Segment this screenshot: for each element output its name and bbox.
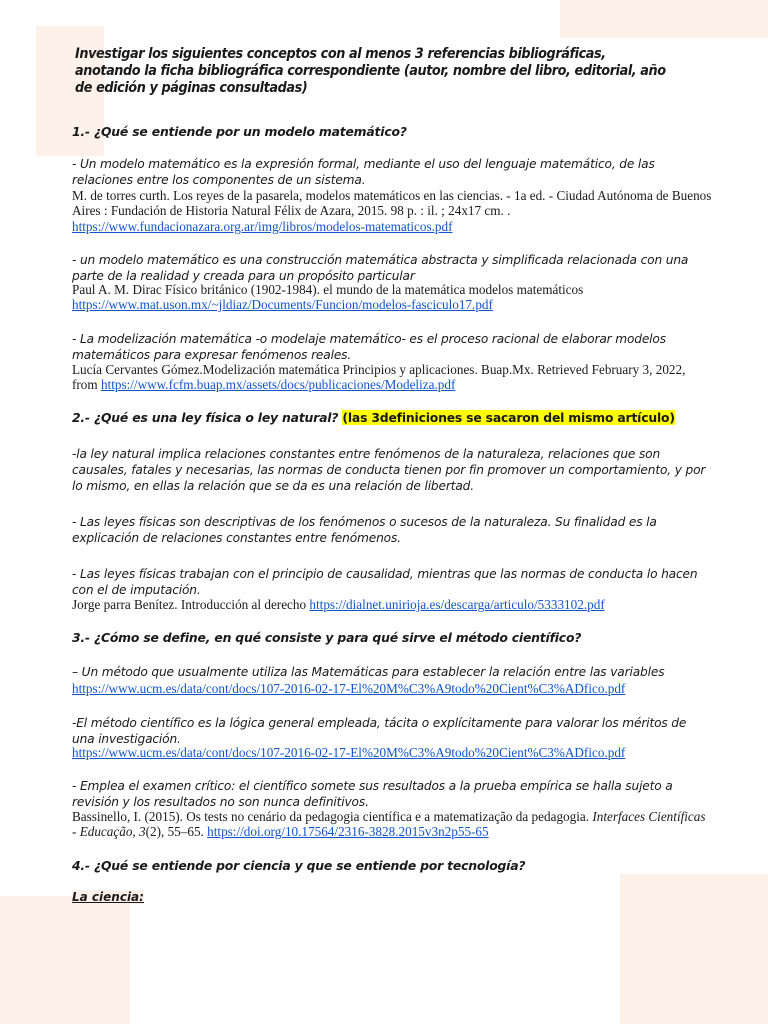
q1-reference-1-link-row [72,219,712,234]
q3-reference-3-text: Bassinello, I. (2015). Os tests no cenário da pedagogia científica e a matematização da pedagogia. [72,809,590,824]
question-1-heading: 1.- ¿Qué se entiende por un modelo matemático? [72,124,407,139]
q3-reference-3 [72,809,712,839]
q3-reference-3-pages: (2), 55–65. [145,824,204,839]
q2-reference-link[interactable]: https://dialnet.unirioja.es/descarga/articulo/5333102.pdf [309,597,605,612]
q3-reference-2-link[interactable]: https://www.ucm.es/data/cont/docs/107-2016-02-17-El%20M%C3%A9todo%20Cient%C3%ADfico.pdf [72,745,626,760]
q1-reference-2: Paul A. M. Dirac Físico británico (1902-1984). el mundo de la matemática modelos matemáticos [72,282,584,297]
q3-definition-1: – Un método que usualmente utiliza las Matemáticas para establecer la relación entre las variables [72,665,665,679]
question-2-highlight-note: (las 3definiciones se sacaron del mismo artículo) [342,410,675,425]
q2-definition-2: - Las leyes físicas son descriptivas de los fenómenos o sucesos de la naturaleza. Su finalidad es la explicación de relaciones constantes entre fenómenos. [72,515,657,545]
q1-reference-2-link-row [72,297,712,312]
q2-definition-1: -la ley natural implica relaciones constantes entre fenómenos de la naturaleza, relaciones que son causales, fatales y necesarias, las normas de conducta tienen por fin promover un comportamiento, y por lo mismo, en ellas la relación que se da es una relación de libertad. [72,447,706,493]
question-3-heading: 3.- ¿Cómo se define, en qué consiste y para qué sirve el método científico? [72,630,582,645]
q3-reference-3-journal: Interfaces Científicas - Educação, 3 [72,809,706,839]
q4-subheading-ciencia: La ciencia: [72,890,144,904]
q3-definition-2: -El método científico es la lógica general empleada, tácita o explícitamente para valorar los méritos de una investigación. [72,716,687,746]
q1-definition-2: - un modelo matemático es una construcción matemática abstracta y simplificada relacionada con una parte de la realidad y creada para un propósito particular [72,253,689,283]
q1-reference-3-text: Lucía Cervantes Gómez.Modelización matemática Principios y aplicaciones. Buap.Mx. Retrieved February 3, 2022, from [72,362,686,392]
q2-reference [72,597,712,612]
q2-definition-3: - Las leyes físicas trabajan con el principio de causalidad, mientras que las normas de conducta lo hacen con el de imputación. [72,567,698,597]
q1-definition-1: - Un modelo matemático es la expresión formal, mediante el uso del lenguaje matemático, de las relaciones entre los componentes de un sistema. [72,157,655,187]
question-2-heading-text: 2.- ¿Qué es una ley física o ley natural? [72,410,339,425]
q3-definition-3: - Emplea el examen crítico: el científico somete sus resultados a la prueba empírica se halla sujeto a revisión y los resultados no son nunca definitivos. [72,779,673,809]
q1-reference-1: M. de torres curth. Los reyes de la pasarela, modelos matemáticos en las ciencias. - 1a ed. - Ciudad Autónoma de Buenos Aires : Fundación de Historia Natural Félix de Azara, 2015. 98 p. : il. ; 24x17 cm. . [72,188,712,218]
question-4-heading: 4.- ¿Qué se entiende por ciencia y que se entiende por tecnología? [72,858,526,873]
document-title: Investigar los siguientes conceptos con al menos 3 referencias bibliográficas, anotando la ficha bibliográfica correspondiente (autor, nombre del libro, editorial, año de edición y páginas consultadas) [75,46,666,96]
q3-reference-3-link[interactable]: https://doi.org/10.17564/2316-3828.2015v3n2p55-65 [207,824,489,839]
question-2-heading [72,410,675,425]
q3-reference-1-link-row [72,681,712,696]
q3-reference-1-link[interactable]: https://www.ucm.es/data/cont/docs/107-2016-02-17-El%20M%C3%A9todo%20Cient%C3%ADfico.pdf [72,681,626,696]
q1-reference-2-link[interactable]: https://www.mat.uson.mx/~jldiaz/Documents/Funcion/modelos-fasciculo17.pdf [72,297,493,312]
q2-reference-text: Jorge parra Benítez. Introducción al derecho [72,597,307,612]
q1-definition-3: - La modelización matemática -o modelaje matemático- es el proceso racional de elaborar modelos matemáticos para expresar fenómenos reales. [72,332,666,362]
q1-reference-3 [72,362,712,392]
q3-reference-2-link-row [72,745,712,760]
q1-reference-3-link[interactable]: https://www.fcfm.buap.mx/assets/docs/publicaciones/Modeliza.pdf [100,377,456,392]
q1-reference-1-link[interactable]: https://www.fundacionazara.org.ar/img/libros/modelos-matematicos.pdf [72,219,453,234]
